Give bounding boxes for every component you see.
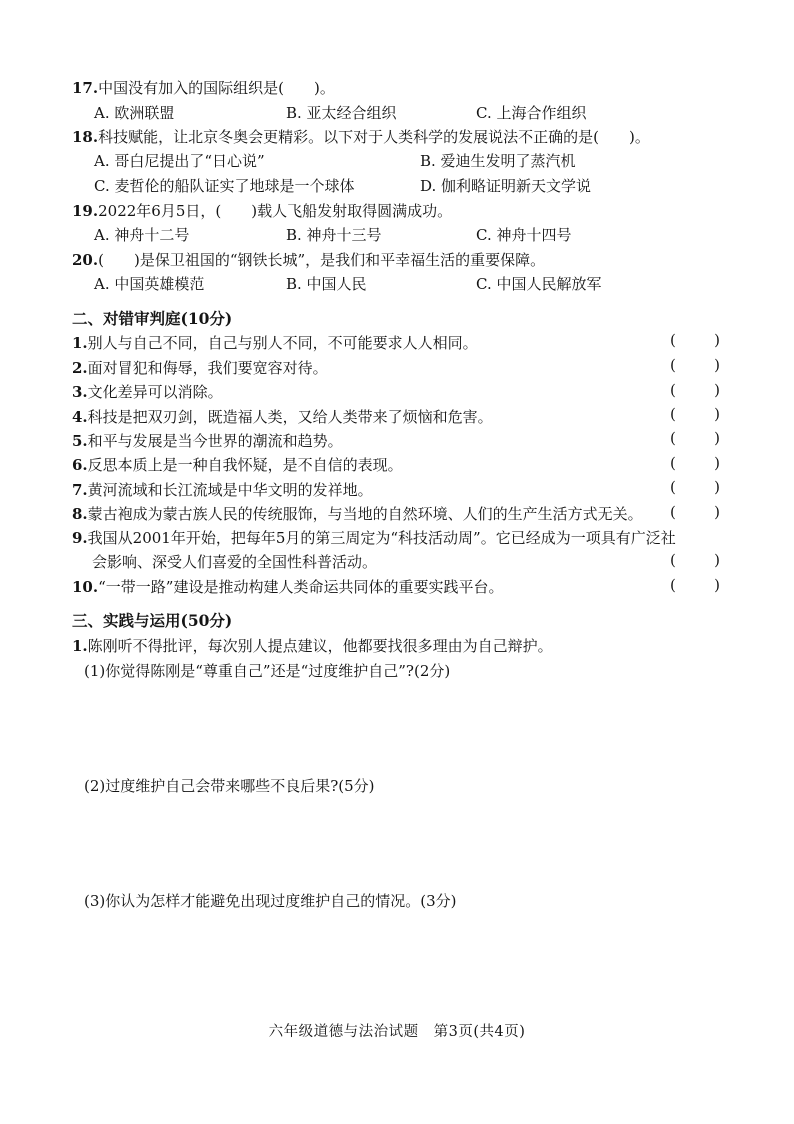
item-number: 3. bbox=[72, 383, 88, 401]
option: A. 神舟十二号 bbox=[94, 226, 190, 244]
question-20 bbox=[72, 250, 545, 270]
answer-blank[interactable]: ( ) bbox=[670, 405, 720, 423]
section-title: 二、对错审判庭(10分) bbox=[72, 309, 233, 328]
option: A. 哥白尼提出了“日心说” bbox=[94, 152, 265, 170]
item-text: 和平与发展是当今世界的潮流和趋势。 bbox=[87, 432, 343, 450]
item-text: 黄河流域和长江流域是中华文明的发祥地。 bbox=[87, 481, 373, 499]
answer-blank[interactable]: ( ) bbox=[670, 454, 720, 472]
question-number: 19. bbox=[72, 202, 99, 220]
option: A. 中国英雄模范 bbox=[94, 275, 205, 293]
answer-blank[interactable]: ( ) bbox=[670, 331, 720, 349]
item-number: 5. bbox=[72, 432, 88, 450]
answer-blank[interactable]: ( ) bbox=[670, 381, 720, 399]
item-number: 8. bbox=[72, 505, 88, 523]
item-number: 4. bbox=[72, 408, 88, 426]
question-stem: 中国没有加入的国际组织是( )。 bbox=[98, 79, 335, 97]
item-number: 9. bbox=[72, 529, 88, 547]
question-stem: 陈刚听不得批评，每次别人提点建议，他都要找很多理由为自己辩护。 bbox=[87, 637, 553, 655]
judge-item bbox=[72, 333, 478, 353]
judge-item bbox=[72, 382, 223, 402]
item-text: 蒙古袍成为蒙古族人民的传统服饰，与当地的自然环境、人们的生产生活方式无关。 bbox=[87, 505, 643, 523]
answer-blank[interactable]: ( ) bbox=[670, 356, 720, 374]
option: D. 伽利略证明新天文学说 bbox=[420, 177, 592, 195]
question-stem: 科技赋能，让北京冬奥会更精彩。以下对于人类科学的发展说法不正确的是( )。 bbox=[98, 128, 650, 146]
page-footer: 六年级道德与法治试题 第3页(共4页) bbox=[268, 1024, 526, 1040]
judge-item bbox=[72, 358, 328, 378]
question-number: 18. bbox=[72, 128, 99, 146]
item-text: 反思本质上是一种自我怀疑，是不自信的表现。 bbox=[87, 456, 403, 474]
sub-question: (1)你觉得陈刚是“尊重自己”还是“过度维护自己”?(2分) bbox=[84, 662, 451, 680]
sub-question: (2)过度维护自己会带来哪些不良后果?(5分) bbox=[84, 777, 375, 795]
option: B. 神舟十三号 bbox=[286, 226, 382, 244]
judge-item bbox=[72, 407, 493, 427]
item-number: 6. bbox=[72, 456, 88, 474]
section-title: 三、实践与运用(50分) bbox=[72, 611, 233, 630]
answer-blank[interactable]: ( ) bbox=[670, 503, 720, 521]
item-text: 科技是把双刃剑，既造福人类，又给人类带来了烦恼和危害。 bbox=[87, 408, 493, 426]
answer-blank[interactable]: ( ) bbox=[670, 429, 720, 447]
practice-question bbox=[72, 636, 553, 656]
option: C. 上海合作组织 bbox=[476, 104, 587, 122]
option: A. 欧洲联盟 bbox=[94, 104, 175, 122]
judge-item bbox=[72, 577, 503, 597]
question-stem: ( )是保卫祖国的“钢铁长城”，是我们和平幸福生活的重要保障。 bbox=[98, 251, 546, 269]
item-number: 2. bbox=[72, 359, 88, 377]
question-number: 20. bbox=[72, 251, 99, 269]
judge-item bbox=[72, 504, 643, 524]
option: C. 麦哲伦的船队证实了地球是一个球体 bbox=[94, 177, 355, 195]
option: B. 爱迪生发明了蒸汽机 bbox=[420, 152, 576, 170]
question-number: 1. bbox=[72, 637, 88, 655]
answer-blank[interactable]: ( ) bbox=[670, 478, 720, 496]
judge-item bbox=[72, 455, 403, 475]
item-number: 1. bbox=[72, 334, 88, 352]
item-text: “一带一路”建设是推动构建人类命运共同体的重要实践平台。 bbox=[98, 578, 504, 596]
question-number: 17. bbox=[72, 79, 99, 97]
option: B. 亚太经合组织 bbox=[286, 104, 397, 122]
question-17 bbox=[72, 78, 335, 98]
question-stem: 2022年6月5日，( )载人飞船发射取得圆满成功。 bbox=[98, 202, 453, 220]
sub-question: (3)你认为怎样才能避免出现过度维护自己的情况。(3分) bbox=[84, 892, 457, 910]
item-text: 别人与自己不同，自己与别人不同，不可能要求人人相同。 bbox=[87, 334, 478, 352]
item-text: 我国从2001年开始，把每年5月的第三周定为“科技活动周”。它已经成为一项具有广泛社 bbox=[87, 529, 676, 547]
item-number: 10. bbox=[72, 578, 99, 596]
item-text: 面对冒犯和侮辱，我们要宽容对待。 bbox=[87, 359, 328, 377]
question-18 bbox=[72, 127, 650, 147]
answer-blank[interactable]: ( ) bbox=[670, 551, 720, 569]
item-text-continued: 会影响、深受人们喜爱的全国性科普活动。 bbox=[92, 553, 378, 571]
option: B. 中国人民 bbox=[286, 275, 367, 293]
question-19 bbox=[72, 201, 452, 221]
item-text: 文化差异可以消除。 bbox=[87, 383, 223, 401]
judge-item bbox=[72, 528, 676, 548]
item-number: 7. bbox=[72, 481, 88, 499]
judge-item bbox=[72, 431, 343, 451]
answer-blank[interactable]: ( ) bbox=[670, 576, 720, 594]
option: C. 神舟十四号 bbox=[476, 226, 572, 244]
judge-item bbox=[72, 480, 373, 500]
option: C. 中国人民解放军 bbox=[476, 275, 602, 293]
